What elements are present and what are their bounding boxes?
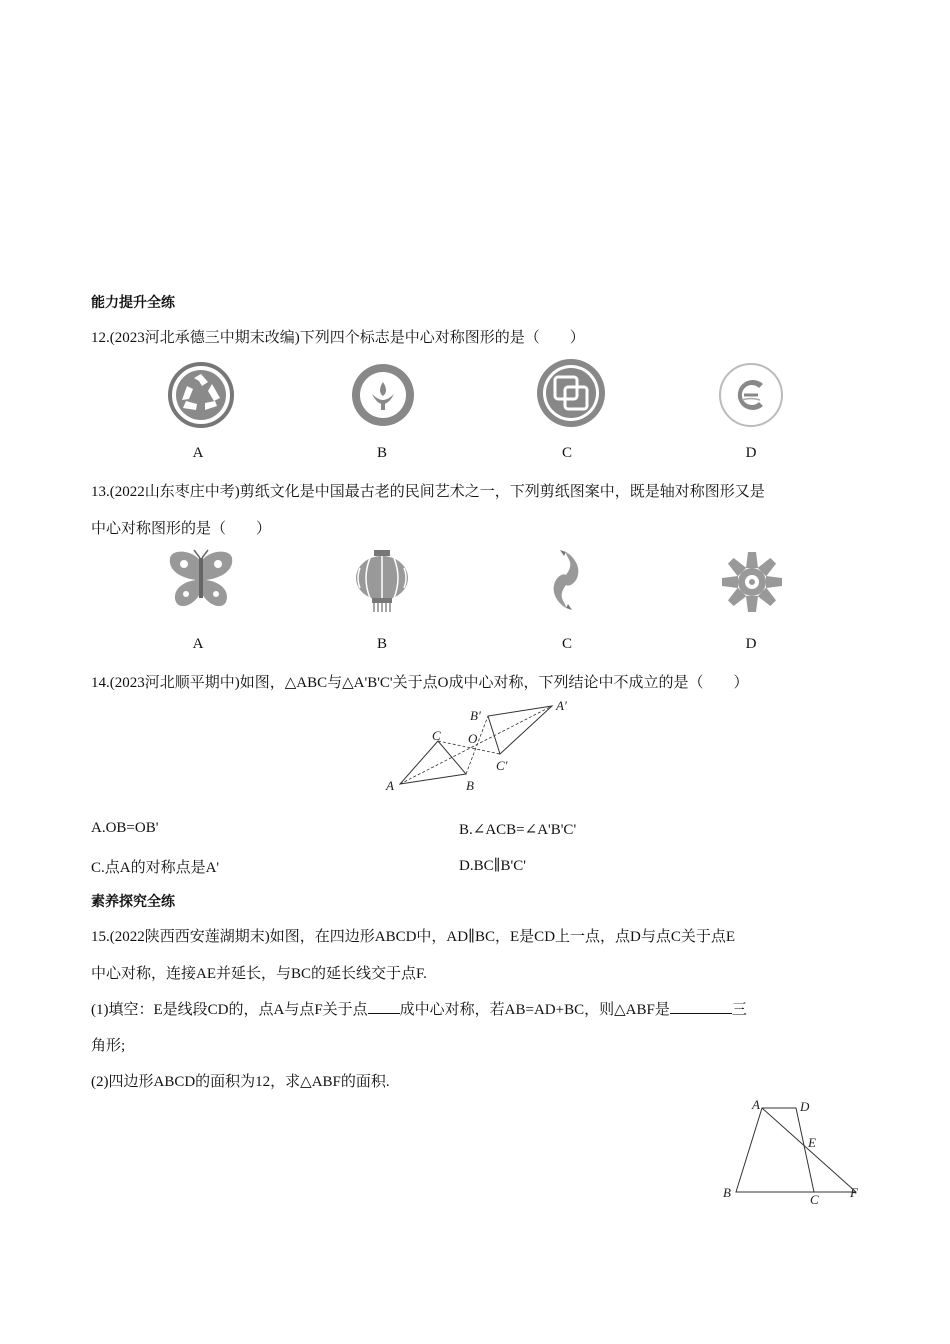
q14-option-c: C.点A的对称点是A' (91, 860, 220, 876)
q14-figure (380, 698, 580, 803)
q12-label-a: A (192, 445, 204, 461)
q14-label-c1: C′ (496, 758, 508, 773)
q15-stem-line1: 15.(2022陕西西安莲湖期末)如图，在四边形ABCD中，AD∥BC，E是CD上一点，点D与点C关于点E (91, 929, 736, 945)
q13-snowflake-icon (720, 550, 784, 619)
q12-recycle-icon (168, 362, 234, 433)
section-title-literacy: 素养探究全练 (91, 894, 175, 910)
q15-part2: (2)四边形ABCD的面积为12，求△ABF的面积. (91, 1074, 390, 1090)
q14-option-b: B.∠ACB=∠A'B'C' (459, 822, 577, 838)
q12-bank-icon (535, 357, 607, 434)
q14-option-d: D.BC∥B'C' (459, 858, 526, 874)
q15-label-c: C (810, 1192, 819, 1207)
q12-plant-icon (350, 362, 416, 433)
q13-lantern-icon (352, 548, 412, 619)
q13-butterfly-icon (166, 548, 236, 619)
q13-koi-fish-icon (536, 548, 596, 617)
q15-stem-line2: 中心对称，连接AE并延长，与BC的延长线交于点F. (91, 966, 427, 982)
q14-label-o: O (468, 731, 478, 746)
q13-label-a: A (192, 636, 204, 652)
q14-label-a1: A′ (556, 698, 567, 713)
q13-label-b: B (376, 636, 387, 652)
q15-label-f: F (850, 1185, 858, 1200)
q15-label-e: E (808, 1135, 816, 1150)
q12-stem: 12.(2023河北承德三中期末改编)下列四个标志是中心对称图形的是（ ） (91, 330, 585, 346)
q13-stem-line2: 中心对称图形的是（ ） (91, 521, 272, 537)
q13-label-d: D (745, 636, 757, 652)
q15-blank-1[interactable] (368, 999, 400, 1014)
q13-stem-line1: 13.(2022山东枣庄中考)剪纸文化是中国最古老的民间艺术之一，下列剪纸图案中，既是轴对称图形又是 (91, 484, 765, 500)
q14-stem: 14.(2023河北顺平期中)如图，△ABC与△A'B'C'关于点O成中心对称，下列结论中不成立的是（ ） (91, 675, 749, 691)
q15-part1-text-c: 三 (731, 1002, 747, 1018)
q12-label-d: D (745, 445, 757, 461)
q14-label-b: B (466, 778, 474, 793)
q15-part1-line2: 角形; (91, 1038, 126, 1054)
q15-part1-text-a: (1)填空：E是线段CD的，点A与点F关于点 (91, 1002, 368, 1018)
q14-label-c: C (432, 728, 441, 743)
q15-part1-line1 (91, 998, 747, 1019)
q15-figure (718, 1094, 868, 1213)
q15-part1-text-b: 成中心对称，若AB=AD+BC，则△ABF是 (399, 1002, 670, 1018)
q14-option-a: A.OB=OB' (91, 820, 159, 836)
q15-label-d: D (800, 1099, 810, 1114)
q15-blank-2[interactable] (670, 999, 732, 1014)
q15-label-a: A (752, 1097, 760, 1112)
q15-label-b: B (723, 1185, 731, 1200)
q13-label-c: C (561, 636, 572, 652)
q14-label-a: A (386, 778, 394, 793)
q12-label-b: B (376, 445, 387, 461)
q12-c-logo-icon (718, 362, 784, 433)
section-title-ability: 能力提升全练 (91, 295, 175, 311)
q12-label-c: C (561, 445, 572, 461)
q14-label-b1: B′ (470, 708, 481, 723)
